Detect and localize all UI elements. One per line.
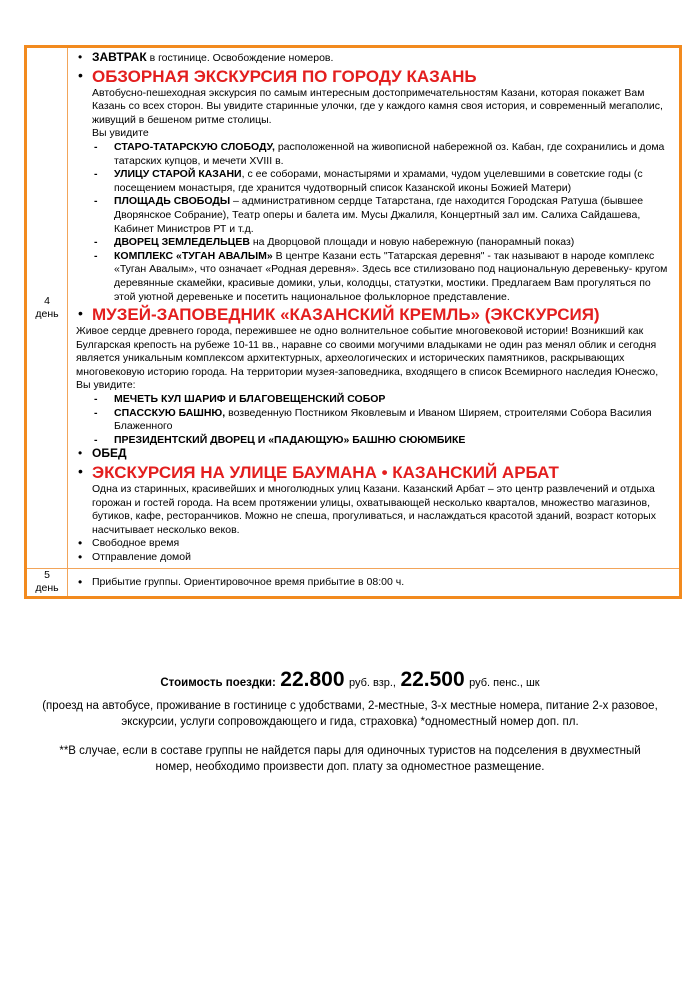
price-includes: (проезд на автобусе, проживание в гостинице с удобствами, 2-местные, 3-х местные номера, питание 2-х разовое, экскурсии, услуги сопровождающего и гида, страховка) *одноместный номер доп. пл.	[42, 700, 658, 728]
sight-name: ДВОРЕЦ ЗЕМЛЕДЕЛЬЦЕВ	[114, 236, 250, 249]
tour-1-sight	[76, 141, 673, 168]
arrival-item	[76, 576, 673, 590]
pension-price: 22.500	[400, 668, 465, 691]
sight-name: МЕЧЕТЬ КУЛ ШАРИФ И БЛАГОВЕЩЕНСКИЙ СОБОР	[114, 393, 386, 406]
tour-2-item	[76, 304, 673, 325]
day-5-row	[27, 568, 679, 597]
tour-2-title: • МУЗЕЙ-ЗАПОВЕДНИК «КАЗАНСКИЙ КРЕМЛЬ» (ЭКСКУРСИЯ)	[92, 305, 600, 325]
day-5-label	[27, 569, 68, 597]
tour-2-see-label: Вы увидите:	[76, 379, 136, 392]
tour-3-description: Одна из старинных, красивейших и многолюдных улиц Казани. Казанский Арбат – это центр развлечений и отдыха горожан и гостей города. На всем протяжении улицы, охватывающей несколько кварталов, множество магазинов, бутиков, кафе, ресторанчиков. Можно не спеша, прогуливаться, и наслаждаться красотой зданий, возраст которых насчитывает несколько веков.	[92, 483, 656, 536]
tour-2-sight	[76, 393, 673, 407]
sight-text: возведенную Постником Яковлевым и Иваном Ширяем, строителями Собора Василия Блаженного	[114, 406, 652, 433]
sight-text: на Дворцовой площади и новую набережную (панорамный показ)	[249, 236, 575, 249]
adult-unit: руб. взр.,	[348, 677, 396, 689]
sight-name: ПЛОЩАДЬ СВОБОДЫ	[114, 195, 231, 208]
tour-3-item	[76, 462, 673, 483]
sight-name: КОМПЛЕКС «ТУГАН АВАЛЫМ»	[114, 249, 273, 262]
arrival-text: Прибытие группы. Ориентировочное время прибытие в 08:00 ч.	[92, 575, 405, 588]
tour-1-description: Автобусно-пешеходная экскурсия по самым интересным достопримечательностям Казани, которая покажет Вам Казань со всех сторон. Вы увидите старинные улочки, где у каждого камня своя история, и современный мегаполис, живущий в бешеном ритме столицы.	[92, 86, 663, 126]
day-word: день	[35, 582, 59, 595]
tour-3-title: • ЭКСКУРСИЯ НА УЛИЦЕ БАУМАНА • КАЗАНСКИЙ АРБАТ	[92, 463, 559, 483]
pension-unit: руб. пенс., шк	[469, 677, 540, 689]
tour-2-description: Живое сердце древнего города, пережившее не одно волнительное событие многовековой истории! Возникший как Булгарская крепость на рубеже 10-11 вв., наравне со своими могучими владыками не один раз менял облик и сегодня является уникальным комплексом архитектурных, археологических и исторических памятников, раскрывающих многовековую историю города. На территории музея-заповедника, входящего в список Всемирного наследия Юнесжо,	[76, 325, 659, 378]
day-4-label	[27, 48, 68, 568]
tour-1-title: • ОБЗОРНАЯ ЭКСКУРСИЯ ПО ГОРОДУ КАЗАНЬ	[92, 66, 477, 86]
tour-1-sight	[76, 195, 673, 236]
tour-1-sight	[76, 236, 673, 250]
adult-price: 22.800	[280, 668, 345, 691]
lunch-item	[76, 447, 673, 462]
free-time-item	[76, 537, 673, 551]
sight-text: В центре Казани есть "Татарская деревня" - так называют в народе комплекс «Туган Авалым», что означает «Родная деревня». Здесь все стилизовано под национальную деревеньку- кругом деревянные скамейки, красивые домики, ульи, колодцы, статуэтки, мостики. Предлагаем Вам прогуляться по этой уютной деревеньке и посетить национальное фольклорное представление.	[114, 249, 668, 303]
price-label: Стоимость поездки:	[160, 677, 276, 689]
sight-name: ПРЕЗИДЕНТСКИЙ ДВОРЕЦ И «ПАДАЮЩУЮ» БАШНЮ СЮЮМБИКЕ	[114, 433, 466, 446]
free-time-text: Свободное время	[92, 537, 180, 550]
departure-text: Отправление домой	[92, 551, 191, 563]
sight-text: – административном сердце Татарстана, где находится Городская Ратуша (бывшее Дворянское Собрание), Театр оперы и балета им. Мусы Джалиля, Концертный зал им. Салиха Сайдашева, Кабинет Министров РТ и т.д.	[114, 195, 644, 235]
day-5-program	[68, 569, 679, 597]
sight-name: СТАРО-ТАТАРСКУЮ СЛОБОДУ,	[114, 140, 275, 153]
itinerary-table	[24, 45, 682, 599]
tour-1-see-label: Вы увидите	[92, 127, 149, 140]
sight-text: расположенной на живописной набережной оз. Кабан, где сохранились и дома татарских купцов, и мечети XVIII в.	[114, 140, 665, 167]
single-supplement-note: **В случае, если в составе группы не найдется пары для одиночных туристов на подселения в двухместный номер, необходимо произвести доп. плату за одноместное размещение.	[59, 745, 641, 773]
tour-2-sight	[76, 434, 673, 448]
sight-text: , с ее соборами, монастырями и храмами, чудом уцелевшими в советские годы (с посещением монастыря, где хранится чудотворный список Казанской иконы Божией Матери)	[114, 168, 643, 194]
day-4-row	[27, 48, 679, 568]
day-number: 4	[44, 294, 50, 307]
departure-item	[76, 551, 673, 565]
tour-1-sight	[76, 250, 673, 304]
tour-2-sight	[76, 407, 673, 434]
day-number: 5	[44, 569, 50, 582]
breakfast-item	[76, 51, 673, 66]
tour-1-sight	[76, 168, 673, 195]
day-4-program	[68, 48, 679, 568]
lunch-title: ОБЕД	[92, 446, 127, 461]
price-line	[0, 668, 700, 692]
day-word: день	[35, 307, 59, 320]
breakfast-text: в гостинице. Освобождение номеров.	[146, 52, 334, 64]
tour-1-item	[76, 66, 673, 87]
sight-name: УЛИЦУ СТАРОЙ КАЗАНИ	[114, 168, 242, 181]
breakfast-title: ЗАВТРАК	[92, 50, 147, 64]
sight-name: СПАССКУЮ БАШНЮ,	[114, 406, 226, 419]
